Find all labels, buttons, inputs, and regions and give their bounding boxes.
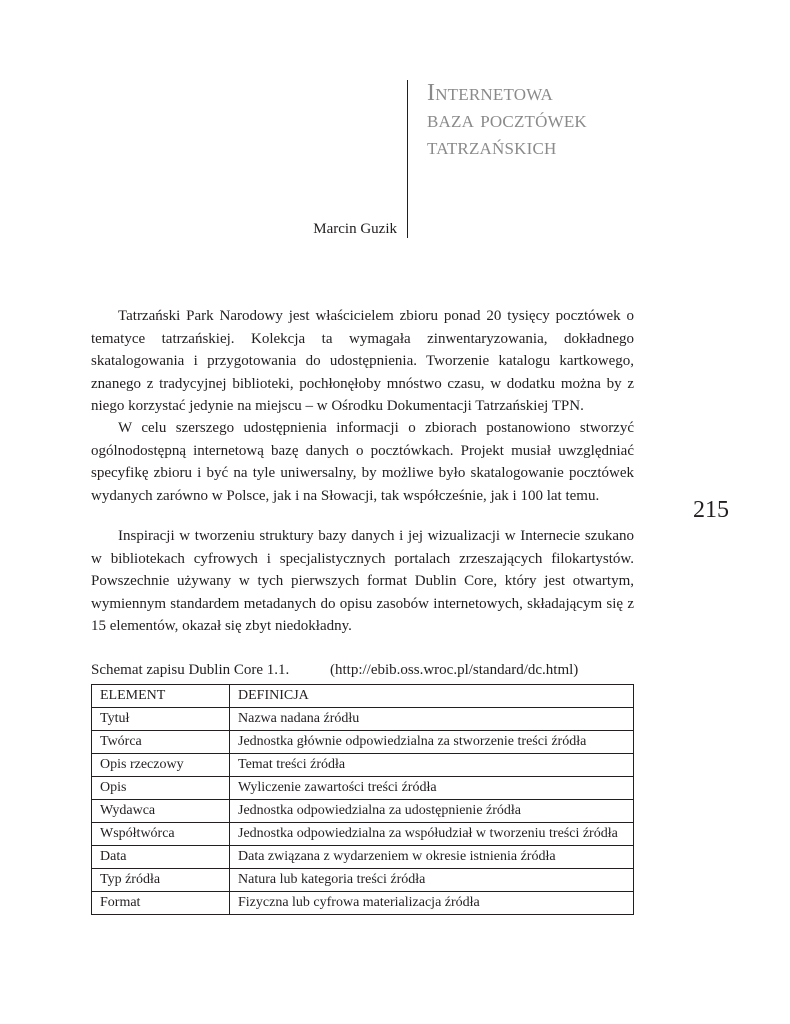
element-cell: Tytuł [92, 708, 230, 731]
definition-cell: Temat treści źródła [230, 754, 634, 777]
definition-cell: Wyliczenie zawartości treści źródła [230, 777, 634, 800]
element-cell: Opis rzeczowy [92, 754, 230, 777]
header-definition: DEFINICJA [230, 685, 634, 708]
definition-cell: Fizyczna lub cyfrowa materializacja źródła [230, 892, 634, 915]
definition-cell: Jednostka odpowiedzialna za współudział w tworzeniu treści źródła [230, 823, 634, 846]
table-row [92, 754, 634, 777]
table-caption-text: Schemat zapisu Dublin Core 1.1. [91, 662, 290, 678]
table-row [92, 800, 634, 823]
table-row [92, 777, 634, 800]
element-cell: Wydawca [92, 800, 230, 823]
body-paragraph-1: Tatrzański Park Narodowy jest właścicielem zbioru ponad 20 tysięcy pocztówek o tematyce tatrzańskiej. Kolekcja ta wymagała zinwentaryzowania, dokładnego skatalogowania i przygotowania do udostępnienia. Tworzenie katalogu kartkowego, znanego z tradycyjnej biblioteki, pochłonęłoby mnóstwo czasu, w dodatku można by z niego korzystać jedynie na miejscu – w Ośrodku Dokumentacji Tatrzańskiej TPN. [91, 308, 634, 414]
page-number: 215 [693, 497, 729, 523]
article-title-line-1: Internetowa [427, 80, 554, 106]
definition-cell: Nazwa nadana źródłu [230, 708, 634, 731]
table-header-row [92, 685, 634, 708]
header-element: ELEMENT [92, 685, 230, 708]
definition-cell: Jednostka odpowiedzialna za udostępnienie źródła [230, 800, 634, 823]
article-title-line-2: baza pocztówek [427, 107, 587, 133]
article-title-line-3: tatrzańskich [427, 134, 557, 160]
table-caption-url: (http://ebib.oss.wroc.pl/standard/dc.html) [330, 662, 579, 678]
author-name: Marcin Guzik [313, 221, 397, 237]
definition-cell: Jednostka głównie odpowiedzialna za stworzenie treści źródła [230, 731, 634, 754]
table-row [92, 869, 634, 892]
element-cell: Współtwórca [92, 823, 230, 846]
definition-cell: Data związana z wydarzeniem w okresie istnienia źródła [230, 846, 634, 869]
element-cell: Typ źródła [92, 869, 230, 892]
table-row [92, 708, 634, 731]
body-paragraph-2: W celu szerszego udostępnienia informacji o zbiorach postanowiono stworzyć ogólnodostępną internetową bazę danych o pocztówkach. Projekt musiał uwzględniać specyfikę zbioru i być na tyle uniwersalny, by możliwe było skatalogowanie pocztówek wydanych zarówno w Polsce, jak i na Słowacji, tak współcześnie, jak i 100 lat temu. [91, 420, 634, 504]
article-title [427, 80, 727, 161]
body-paragraph-3: Inspiracji w tworzeniu struktury bazy danych i jej wizualizacji w Internecie szukano w bibliotekach cyfrowych i specjalistycznych portalach zrzeszających filokartystów. Powszechnie używany w tych pierwszych format Dublin Core, który jest otwartym, wymiennym standardem metadanych do opisu zasobów internetowych, składającym się z 15 elementów, okazał się zbyt niedokładny. [91, 528, 634, 634]
element-cell: Data [92, 846, 230, 869]
table-row [92, 846, 634, 869]
element-cell: Opis [92, 777, 230, 800]
title-divider [407, 80, 408, 238]
table-row [92, 892, 634, 915]
element-cell: Format [92, 892, 230, 915]
table-row [92, 731, 634, 754]
definition-cell: Natura lub kategoria treści źródła [230, 869, 634, 892]
element-cell: Twórca [92, 731, 230, 754]
table-caption [91, 659, 634, 681]
dublin-core-table [91, 684, 634, 915]
table-row [92, 823, 634, 846]
